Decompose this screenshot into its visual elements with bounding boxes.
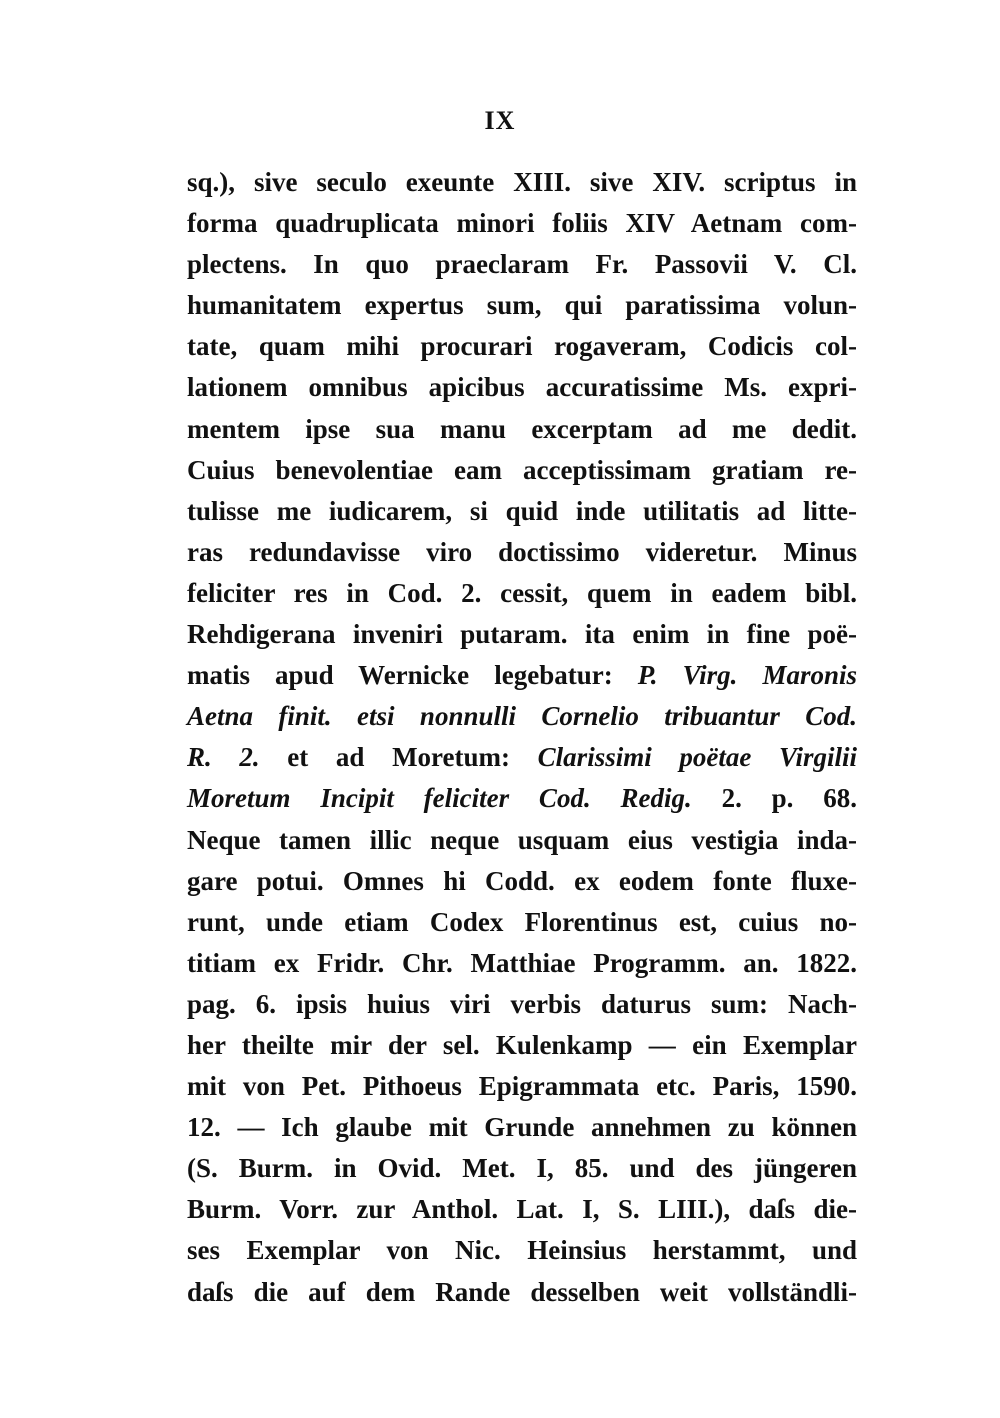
text-segment: ras redundavisse viro doctissimo videretur. Minus [187, 536, 857, 567]
text-segment: mentem ipse sua manu excerptam ad me dedit. [187, 413, 857, 444]
text-line [187, 614, 857, 655]
text-segment: sq.), sive seculo exeunte XIII. sive XIV. scriptus in [187, 167, 857, 197]
text-segment: tulisse me iudicarem, si quid inde utilitatis ad litte- [187, 495, 857, 526]
text-segment: Cuius benevolentiae eam acceptissimam gratiam re- [187, 454, 857, 485]
text-segment: matis apud Wernicke legebatur: [187, 660, 638, 691]
text-line [187, 1148, 857, 1189]
italic-text-segment: Clarissimi poëtae Virgilii [537, 742, 857, 773]
text-line [187, 367, 857, 408]
text-line [187, 943, 857, 984]
text-line [187, 1066, 857, 1107]
text-segment: Burm. Vorr. zur Anthol. Lat. I, S. LIII.), daſs die- [187, 1194, 857, 1225]
text-segment: forma quadruplicata minori foliis XIV Aetnam com- [187, 208, 857, 239]
text-line [187, 491, 857, 532]
body-text [187, 162, 857, 1313]
text-segment: lationem omnibus apicibus accuratissime Ms. expri- [187, 372, 857, 403]
text-segment: Neque tamen illic neque usquam eius vestigia inda- [187, 824, 857, 855]
text-line [187, 285, 857, 326]
text-segment: feliciter res in Cod. 2. cessit, quem in eadem bibl. [187, 577, 857, 608]
text-line [187, 737, 857, 778]
text-line [187, 696, 857, 737]
text-line [187, 655, 857, 696]
text-segment: tate, quam mihi procurari rogaveram, Codicis col- [187, 331, 857, 362]
text-line [187, 1107, 857, 1148]
text-segment: titiam ex Fridr. Chr. Matthiae Programm. an. 1822. [187, 947, 857, 978]
text-line [187, 1272, 857, 1313]
text-segment: gare potui. Omnes hi Codd. ex eodem fonte fluxe- [187, 865, 857, 896]
text-line [187, 1230, 857, 1271]
text-line [187, 573, 857, 614]
text-segment: 2. p. 68. [691, 783, 857, 814]
text-line [187, 409, 857, 450]
text-line [187, 326, 857, 367]
text-line [187, 532, 857, 573]
text-line [187, 984, 857, 1025]
text-segment: her theilte mir der sel. Kulenkamp — ein Exemplar [187, 1029, 857, 1060]
italic-text-segment: Moretum Incipit feliciter Cod. Redig. [187, 783, 692, 814]
text-line [187, 1189, 857, 1230]
text-line [187, 450, 857, 491]
text-line [187, 162, 857, 203]
text-line [187, 902, 857, 943]
text-segment: (S. Burm. in Ovid. Met. I, 85. und des jüngeren [187, 1153, 857, 1184]
text-segment: humanitatem expertus sum, qui paratissima volun- [187, 290, 857, 321]
text-line [187, 1025, 857, 1066]
italic-text-segment: R. 2. [187, 742, 260, 773]
text-line [187, 778, 857, 819]
text-line [187, 244, 857, 285]
text-segment: 12. — Ich glaube mit Grunde annehmen zu können [187, 1112, 857, 1143]
italic-text-segment: P. Virg. Maronis [637, 660, 857, 691]
text-segment: mit von Pet. Pithoeus Epigrammata etc. Paris, 1590. [187, 1071, 857, 1102]
text-line [187, 203, 857, 244]
text-segment: Rehdigerana inveniri putaram. ita enim in fine poë- [187, 619, 857, 650]
text-segment: ses Exemplar von Nic. Heinsius herstammt, und [187, 1235, 857, 1266]
text-segment: runt, unde etiam Codex Florentinus est, cuius no- [187, 906, 857, 937]
text-segment: pag. 6. ipsis huius viri verbis daturus sum: Nach- [187, 988, 857, 1019]
text-segment: daſs die auf dem Rande desselben weit vollständli- [187, 1276, 857, 1307]
text-line [187, 861, 857, 902]
italic-text-segment: Aetna finit. etsi nonnulli Cornelio tribuantur Cod. [187, 701, 857, 732]
page-number: IX [484, 106, 516, 135]
text-segment: et ad Moretum: [259, 742, 538, 773]
text-line [187, 820, 857, 861]
text-segment: plectens. In quo praeclaram Fr. Passovii V. Cl. [187, 249, 857, 280]
